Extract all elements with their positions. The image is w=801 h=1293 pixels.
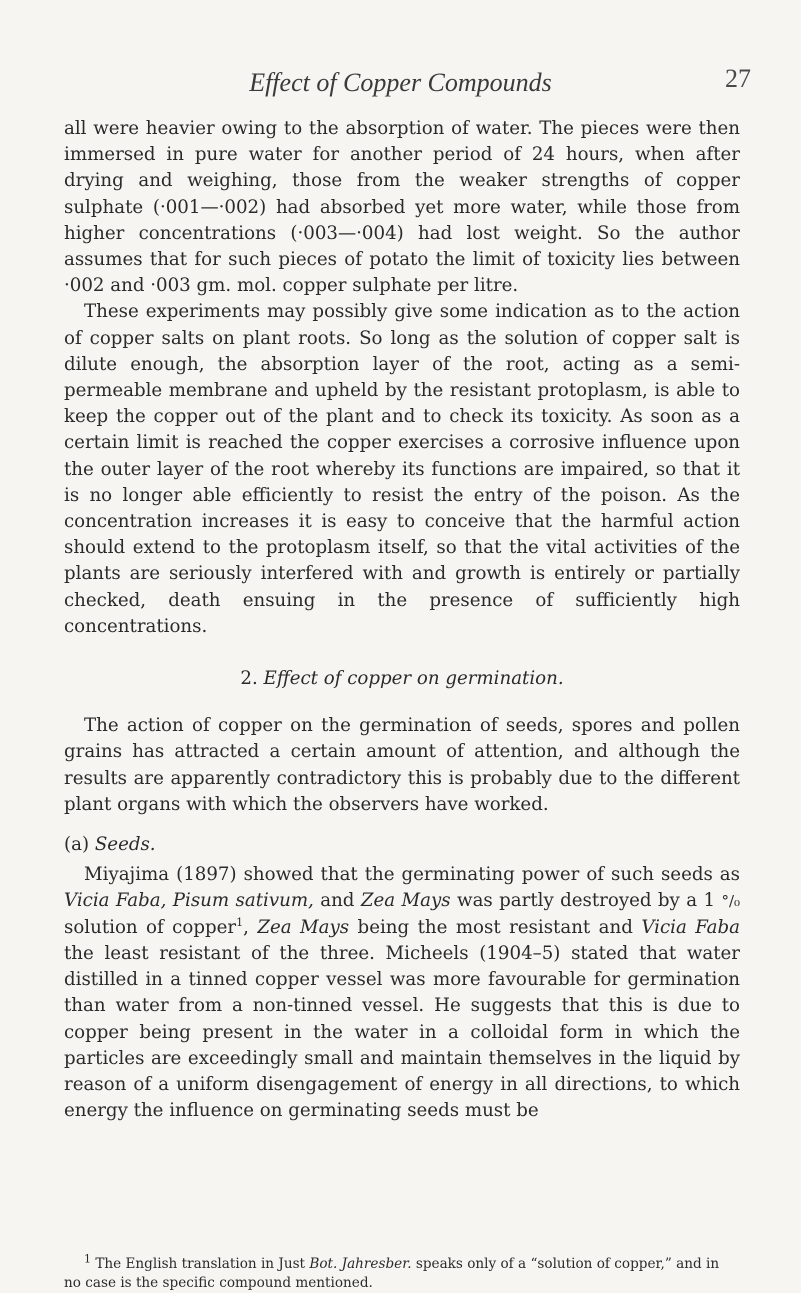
paragraph-1: all were heavier owing to the absorption of water. The pieces were then immersed in pure water for another period of 24 hours, when after drying and weighing, those from the weaker strengths of copper sulphate (·001—·002) had absorbed yet more water, while those from higher concentrations (·003—·004) had lost weight. So the author assumes that for such pieces of potato the limit of toxicity lies between ·002 and ·003 gm. mol. copper sulphate per litre. <box>64 118 740 297</box>
text-run: and <box>313 890 361 912</box>
species-name: Zea Mays <box>257 916 350 938</box>
text-run: was partly destroyed by a 1 <box>450 890 722 912</box>
species-name: Vicia Faba <box>641 916 740 938</box>
footnote-text: The English translation in Just <box>91 1256 310 1272</box>
subheading-label: (a) <box>64 834 90 856</box>
species-name: Vicia Faba, Pisum sativum, <box>64 890 314 912</box>
text-run: the least resistant of the three. Micheels (1904–5) stated that water distilled in a tinned copper vessel was more favourable for germination than water from a non-tinned vessel. He suggests that this is due to copper being present in the water in a colloidal form in which the particles are exceedingly small and maintain themselves in the liquid by reason of a uniform disengagement of energy in all directions, to which energy the influence on germinating seeds must be <box>64 942 740 1122</box>
paragraph-3: The action of copper on the germination of seeds, spores and pollen grains has attracted a certain amount of attention, and although the results are apparently contradictory this is probably due to the different plant organs with which the observers have worked. <box>64 715 740 815</box>
footnote-mark: 1 <box>84 1252 91 1266</box>
species-name: Zea Mays <box>360 890 451 912</box>
section-heading <box>64 666 740 692</box>
body-text <box>64 116 740 1124</box>
subheading-seeds <box>64 832 740 858</box>
footnote <box>64 1252 740 1293</box>
subheading-title: Seeds. <box>94 834 156 856</box>
section-title: Effect of copper on germination. <box>263 668 564 690</box>
footnote-ref: 1 <box>236 915 244 929</box>
section-number: 2. <box>240 668 258 690</box>
percent-sign: °/₀ <box>721 892 741 911</box>
paragraph-2: These experiments may possibly give some indication as to the action of copper salts on plant roots. So long as the solution of copper salt is dilute enough, the absorption layer of the root, acting as a semi-permeable membrane and upheld by the resistant protoplasm, is able to keep the copper out of the plant and to check its toxicity. As soon as a certain limit is reached the copper exercises a corrosive influence upon the outer layer of the root whereby its functions are impaired, so that it is no longer able efficiently to resist the entry of the poison. As the concentration increases it is easy to conceive that the harmful action should extend to the protoplasm itself, so that the vital activities of the plants are seriously interfered with and growth is entirely or partially checked, death ensuing in the presence of sufficiently high concentrations. <box>64 301 740 637</box>
running-title: Effect of Copper Compounds <box>249 68 552 97</box>
text-run: , <box>243 916 258 938</box>
footnote-text: speaks only of a “solution of copper,” and in no case is the specific compound mentioned. <box>64 1256 720 1291</box>
paragraph-4 <box>64 862 740 1124</box>
text-run: being the most resistant and <box>349 916 642 938</box>
text-run: Miyajima (1897) showed that the germinating power of such seeds as <box>84 864 740 886</box>
text-run: solution of copper <box>64 916 237 938</box>
page-number: 27 <box>725 64 751 93</box>
footnote-citation: Bot. Jahresber. <box>309 1256 412 1272</box>
